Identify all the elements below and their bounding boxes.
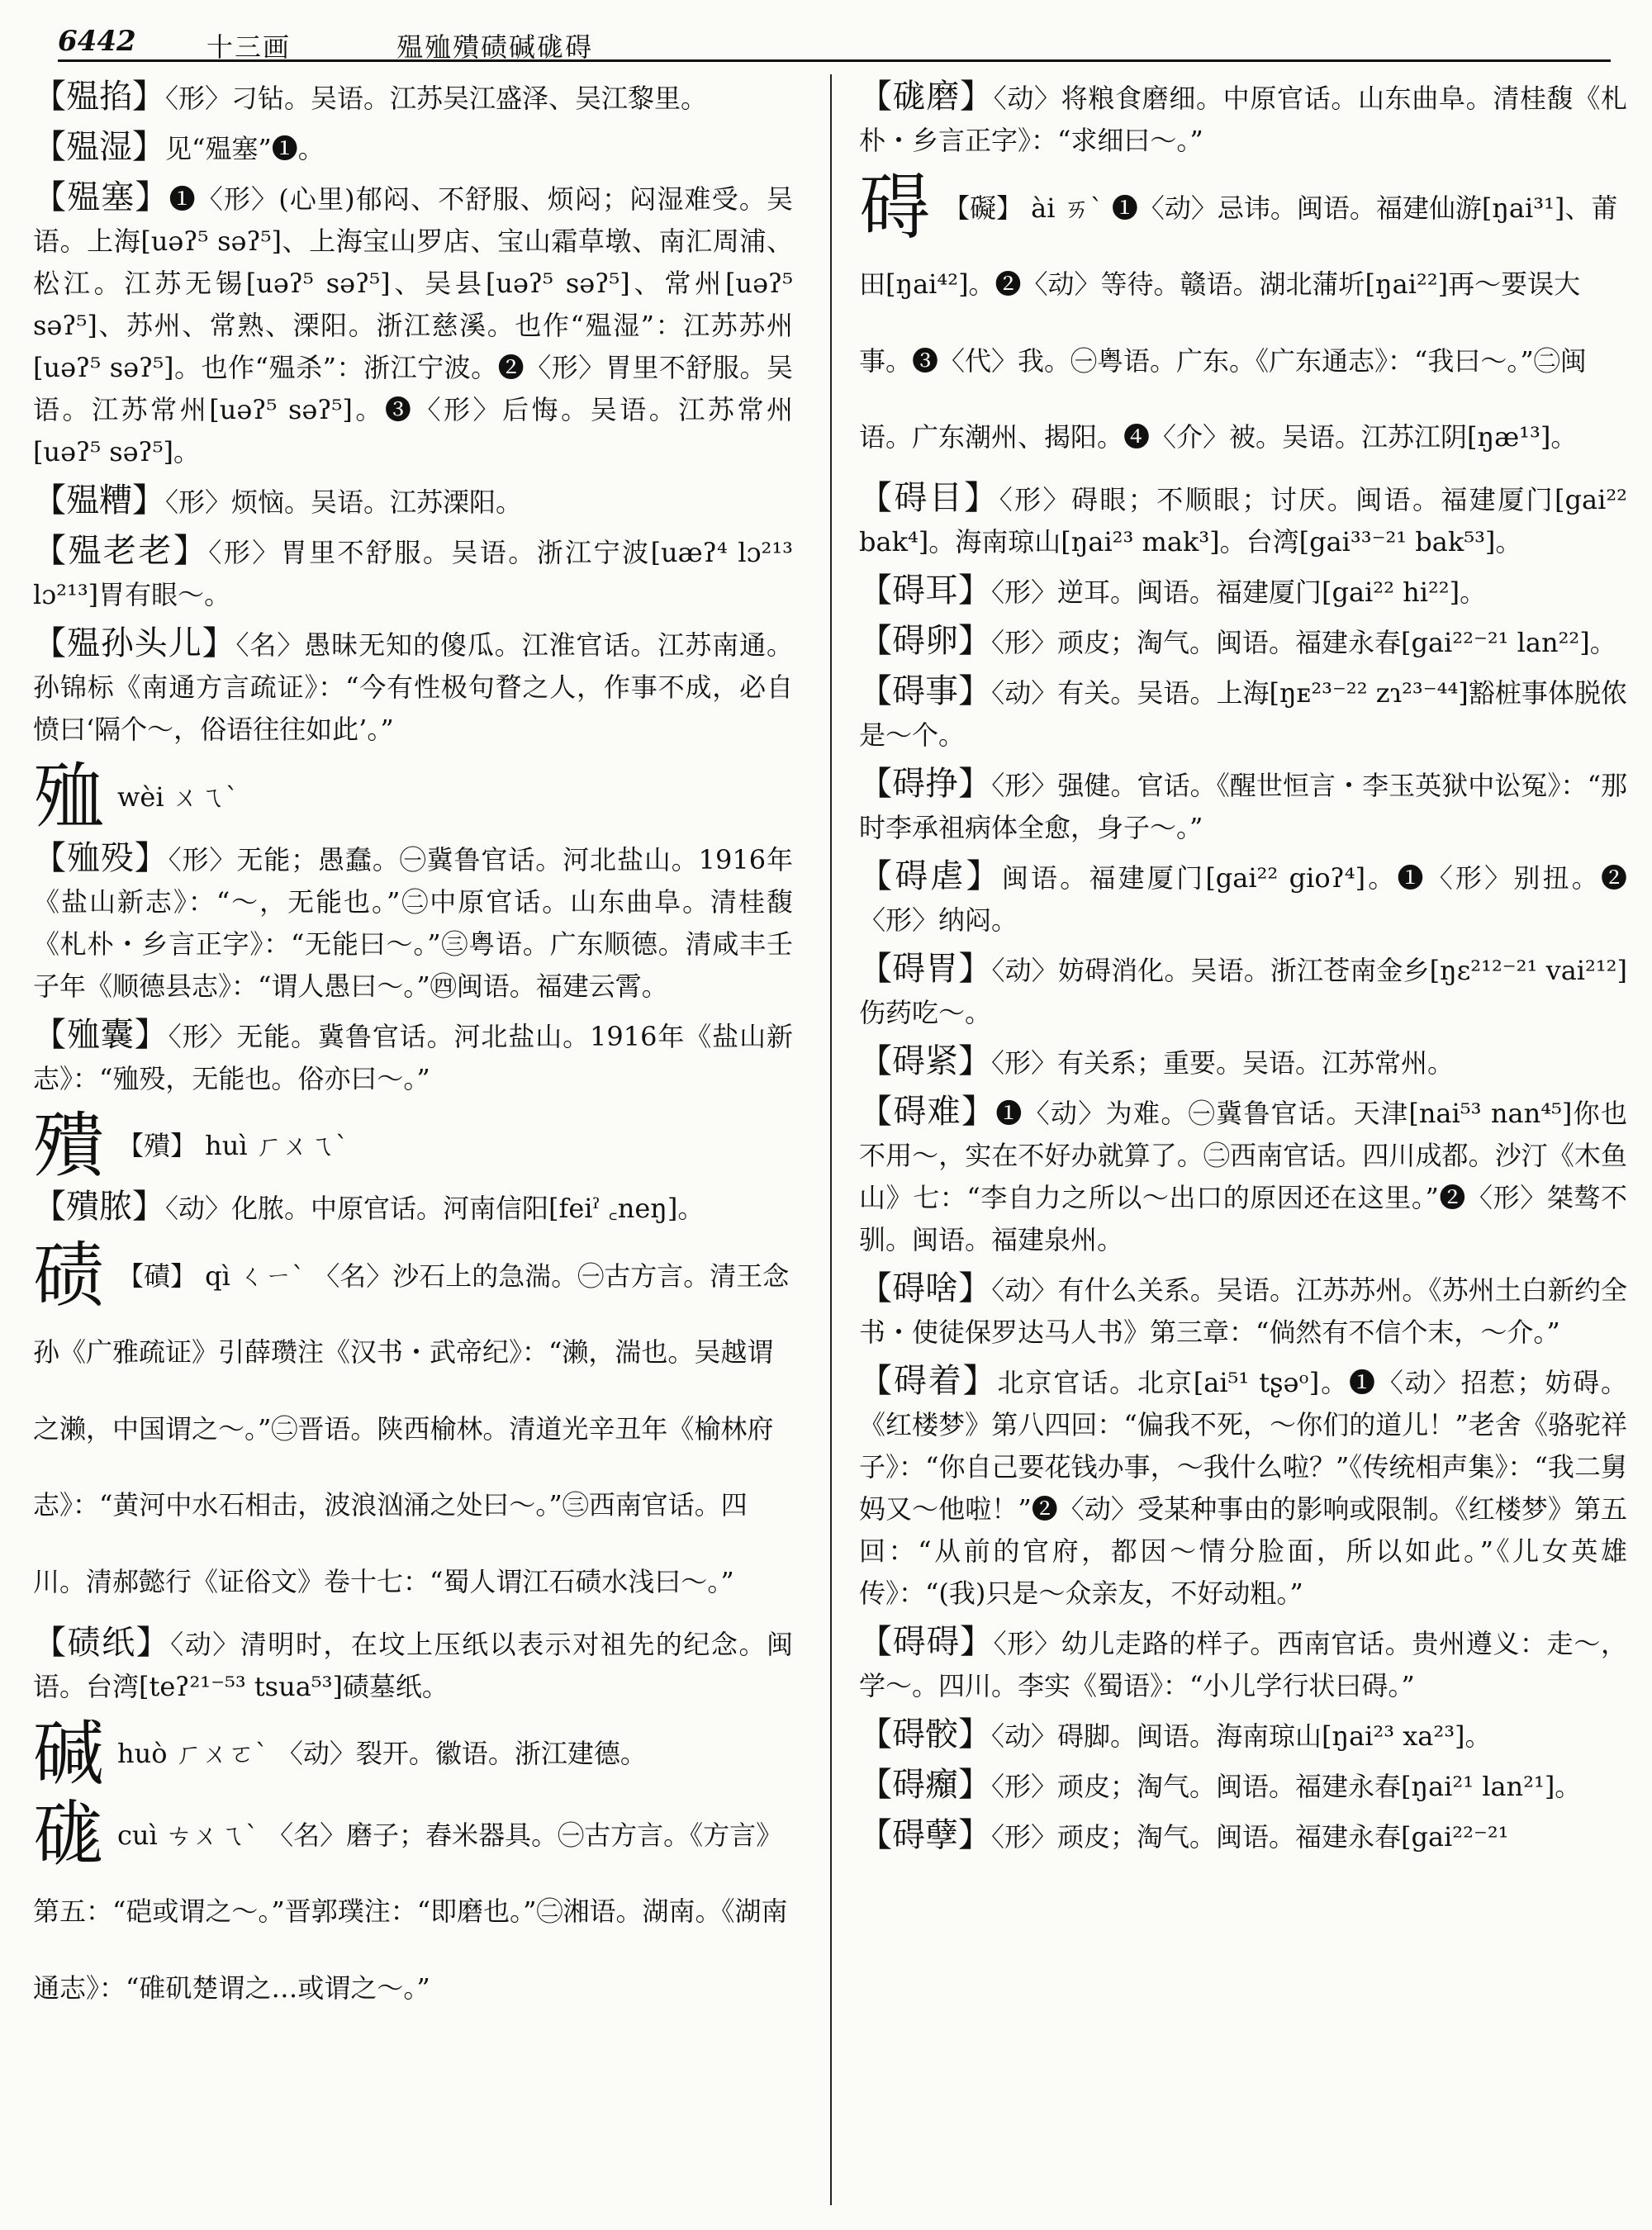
head-character-entry	[33, 755, 793, 838]
entry-definition: 〈动〉将粮食磨细。中原官话。山东曲阜。清桂馥《札朴・乡言正字》：“求细曰～。”	[859, 83, 1627, 156]
entry-headword: 【殟湿】	[33, 128, 165, 166]
entry-headword: 【殟塞】	[33, 178, 169, 216]
entry-headword: 【殟掐】	[33, 78, 165, 116]
entry-definition: ❶〈形〉(心里)郁闷、不舒服、烦闷；闷湿难受。吴语。上海[uəʔ⁵ səʔ⁵]、上海宝山罗店、宝山霜草墩、南汇周浦、松江。江苏无锡[uəʔ⁵ səʔ⁵]、吴县[uəʔ⁵ səʔ⁵]、常州[uəʔ⁵ səʔ⁵]、苏州、常熟、溧阳。浙江慈溪。也作“殟湿”：江苏苏州[uəʔ⁵ səʔ⁵]。也作“殟杀”：浙江宁波。❷〈形〉胃里不舒服。吴语。江苏常州[uəʔ⁵ səʔ⁵]。❸〈形〉后悔。吴语。江苏常州[uəʔ⁵ səʔ⁵]。	[33, 183, 794, 467]
dictionary-entry	[859, 1764, 1627, 1808]
dictionary-entry	[859, 1041, 1627, 1084]
entry-definition: 闽语。福建厦门[gai²² gioʔ⁴]。❶〈形〉别扭。❷〈形〉纳闷。	[859, 862, 1627, 936]
entry-definition: 〈形〉强健。官话。《醒世恒言・李玉英狱中讼冤》：“那时李承祖病体全愈，身子～。”	[859, 770, 1627, 843]
dictionary-entry	[859, 1714, 1627, 1758]
entry-headword: 【殟孙头儿】	[33, 624, 236, 662]
entry-definition: 〈动〉清明时，在坟上压纸以表示对祖先的纪念。闽语。台湾[teʔ²¹⁻⁵³ tsua⁵³]碛墓纸。	[33, 1628, 793, 1702]
entry-headword: 【碍目】	[859, 479, 999, 517]
dictionary-entry	[859, 1815, 1627, 1858]
entry-headword: 【殟糟】	[33, 482, 165, 520]
page-number: 6442	[58, 25, 136, 58]
dictionary-entry	[859, 1360, 1627, 1615]
dictionary-entry	[33, 126, 793, 170]
stroke-section: 十三画	[206, 31, 292, 63]
head-character-definition: huò ㄏㄨㄛˋ 〈动〉裂开。徽语。浙江建德。	[117, 1738, 647, 1769]
dictionary-entry	[33, 177, 793, 473]
dictionary-entry	[859, 477, 1627, 563]
entry-definition: 〈动〉碍脚。闽语。海南琼山[ŋai²³ xa²³]。	[991, 1720, 1492, 1752]
entry-definition: 〈形〉刁钻。吴语。江苏吴江盛泽、吴江黎里。	[165, 83, 708, 114]
head-character-definition: 【礙】 ài ㄞˋ ❶〈动〉忌讳。闽语。福建仙游[ŋai³¹]、莆田[ŋai⁴²]。❷〈动〉等待。赣语。湖北蒲圻[ŋai²²]再～要误大事。❸〈代〉我。㊀粤语。广东。《广东通志》：“我曰～。”㊁闽语。广东潮州、揭阳。❹〈介〉被。吴语。江苏江阴[ŋæ¹³]。	[859, 192, 1618, 453]
dictionary-entry	[859, 948, 1627, 1034]
entry-headword: 【碍虐】	[859, 857, 1002, 895]
entry-definition: 〈动〉有什么关系。吴语。江苏苏州。《苏州土白新约全书・使徒保罗达马人书》第三章：“倘然有不信个末，～介。”	[859, 1274, 1627, 1348]
right-column	[859, 76, 1627, 1865]
column-divider	[830, 74, 832, 2205]
entry-definition: 〈形〉顽皮；淘气。闽语。福建永春[gai²²⁻²¹ lan²²]。	[991, 627, 1616, 658]
head-character-entry	[33, 1712, 793, 1795]
entry-headword: 【殨脓】	[33, 1188, 165, 1226]
head-character: 碛	[33, 1234, 104, 1317]
dictionary-entry	[859, 1268, 1627, 1354]
entry-headword: 【碛纸】	[33, 1623, 171, 1662]
entry-headword: 【碍着】	[859, 1362, 998, 1400]
entry-definition: 〈名〉愚昧无知的傻瓜。江淮官话。江苏南通。孙锦标《南通方言疏证》：“今有性极句瞀之人，作事不成，必自愤曰‘隔个～，俗语往往如此’。”	[33, 629, 793, 745]
entry-definition: 〈形〉顽皮；淘气。闽语。福建永春[ŋai²¹ lan²¹]。	[991, 1771, 1582, 1802]
entry-definition: 〈动〉有关。吴语。上海[ŋᴇ²³⁻²² zɿ²³⁻⁴⁴]豁桩事体脱侬是～个。	[859, 677, 1627, 751]
head-character-entry	[33, 1104, 793, 1187]
entry-definition: ❶〈动〉为难。㊀冀鲁官话。天津[nai⁵³ nan⁴⁵]你也不用～，实在不好办就算了。㊁西南官话。四川成都。沙汀《木鱼山》七：“李自力之所以～出口的原因还在这里。”❷〈形〉桀骜不驯。闽语。福建泉州。	[859, 1098, 1627, 1255]
entry-headword: 【殟老老】	[33, 532, 209, 570]
entry-headword: 【碍事】	[859, 672, 992, 710]
dictionary-entry	[859, 856, 1627, 942]
entry-headword: 【殈殁】	[33, 838, 169, 877]
dictionary-entry	[33, 480, 793, 524]
entry-definition: 北京官话。北京[ai⁵¹ tʂəᵒ]。❶〈动〉招惹；妨碍。《红楼梦》第八四回：“偏我不死，～你们的道儿！”老舍《骆驼祥子》：“你自己要花钱办事，～我什么啦？”《传统相声集》：“我二舅妈又～他啦！”❷〈动〉受某种事由的影响或限制。《红楼梦》第五回：“从前的官府，都因～情分脸面，所以如此。”《儿女英雄传》：“(我)只是～众亲友，不好动粗。”	[859, 1367, 1627, 1609]
entry-headword: 【碍孽】	[859, 1816, 991, 1854]
entry-headword: 【碍卵】	[859, 622, 991, 660]
entry-definition: 〈形〉胃里不舒服。吴语。浙江宁波[uæʔ⁴ lɔ²¹³ lɔ²¹³]胃有眼～。	[33, 537, 793, 610]
entry-definition: 〈动〉化脓。中原官话。河南信阳[feiˀ ꜀neŋ]。	[165, 1193, 705, 1224]
left-column	[33, 76, 793, 2028]
entry-definition: 见“殟塞”❶。	[165, 133, 325, 164]
dictionary-entry	[33, 530, 793, 616]
entry-headword: 【殈囊】	[33, 1015, 169, 1054]
head-character: 殈	[33, 755, 104, 838]
dictionary-entry	[859, 1091, 1627, 1261]
dictionary-entry	[33, 1622, 793, 1708]
entry-headword: 【硥磨】	[859, 78, 994, 116]
header-characters: 殟殈殨碛碱硥碍	[396, 31, 594, 63]
head-character-definition: 【磧】 qì ㄑㄧˋ 〈名〉沙石上的急湍。㊀古方言。清王念孙《广雅疏证》引薛瓒注《汉书・武帝纪》：“濑，湍也。吴越谓之濑，中国谓之～。”㊁晋语。陕西榆林。清道光辛丑年《榆林府志》：“黄河中水石相击，波浪汹涌之处曰～。”㊂西南官话。四川。清郝懿行《证俗文》卷十七：“蜀人谓江石碛水浅曰～。”	[33, 1260, 790, 1597]
entry-headword: 【碍碍】	[859, 1623, 994, 1661]
dictionary-entry	[33, 623, 793, 751]
dictionary-entry	[33, 76, 793, 120]
dictionary-entry	[33, 837, 793, 1008]
entry-headword: 【碍挣】	[859, 765, 992, 803]
entry-headword: 【碍耳】	[859, 572, 991, 610]
head-character: 殨	[33, 1104, 104, 1187]
entry-headword: 【碍㿗】	[859, 1766, 991, 1804]
head-character: 硥	[33, 1793, 104, 1877]
page-header	[58, 23, 1611, 62]
dictionary-entry	[859, 763, 1627, 849]
entry-headword: 【碍胃】	[859, 950, 992, 988]
entry-headword: 【碍紧】	[859, 1042, 991, 1080]
head-character-entry	[859, 168, 1627, 474]
entry-definition: 〈形〉无能。冀鲁官话。河北盐山。1916年《盐山新志》：“殈殁，无能也。俗亦曰～。”	[33, 1020, 793, 1094]
entry-definition: 〈形〉碍眼；不顺眼；讨厌。闽语。福建厦门[gai²² bak⁴]。海南琼山[ŋai²³ mak³]。台湾[gai³³⁻²¹ bak⁵³]。	[859, 484, 1627, 558]
head-character-definition: cuì ㄘㄨㄟˋ 〈名〉磨子；舂米器具。㊀古方言。《方言》第五：“硙或谓之～。”晋郭璞注：“即磨也。”㊁湘语。湖南。《湖南通志》：“碓矶楚谓之…或谓之～。”	[33, 1819, 788, 2004]
dictionary-entry	[33, 1186, 793, 1230]
head-character-entry	[33, 1793, 793, 2025]
entry-definition: 〈形〉有关系；重要。吴语。江苏常州。	[991, 1047, 1455, 1079]
dictionary-entry	[859, 671, 1627, 757]
dictionary-entry	[859, 570, 1627, 614]
entry-definition: 〈形〉幼儿走路的样子。西南官话。贵州遵义：走～，学～。四川。李实《蜀语》：“小儿学行状曰碍。”	[859, 1628, 1627, 1701]
dictionary-entry	[859, 76, 1627, 162]
entry-definition: 〈形〉顽皮；淘气。闽语。福建永春[gai²²⁻²¹	[991, 1821, 1509, 1853]
head-character-definition: wèi ㄨㄟˋ	[117, 780, 239, 813]
head-character-definition: 【殨】 huì ㄏㄨㄟˋ	[117, 1130, 349, 1161]
entry-headword: 【碍难】	[859, 1093, 996, 1131]
dictionary-entry	[33, 1014, 793, 1100]
head-character: 碱	[33, 1712, 104, 1795]
entry-definition: 〈动〉妨碍消化。吴语。浙江苍南金乡[ŋɛ²¹²⁻²¹ vai²¹²]伤药吃～。	[859, 955, 1627, 1028]
entry-definition: 〈形〉烦恼。吴语。江苏溧阳。	[165, 486, 523, 518]
head-character: 碍	[859, 166, 930, 249]
dictionary-entry	[859, 1621, 1627, 1707]
head-character-entry	[33, 1236, 793, 1619]
entry-headword: 【碍啥】	[859, 1269, 992, 1307]
entry-definition: 〈形〉无能；愚蠢。㊀冀鲁官话。河北盐山。1916年《盐山新志》：“～，无能也。”㊁中原官话。山东曲阜。清桂馥《札朴・乡言正字》：“无能曰～。”㊂粤语。广东顺德。清咸丰壬子年《顺德县志》：“谓人愚曰～。”㊃闽语。福建云霄。	[33, 843, 793, 1002]
entry-headword: 【碍骹】	[859, 1715, 991, 1753]
entry-definition: 〈形〉逆耳。闽语。福建厦门[gai²² hi²²]。	[991, 576, 1487, 608]
dictionary-entry	[859, 620, 1627, 664]
